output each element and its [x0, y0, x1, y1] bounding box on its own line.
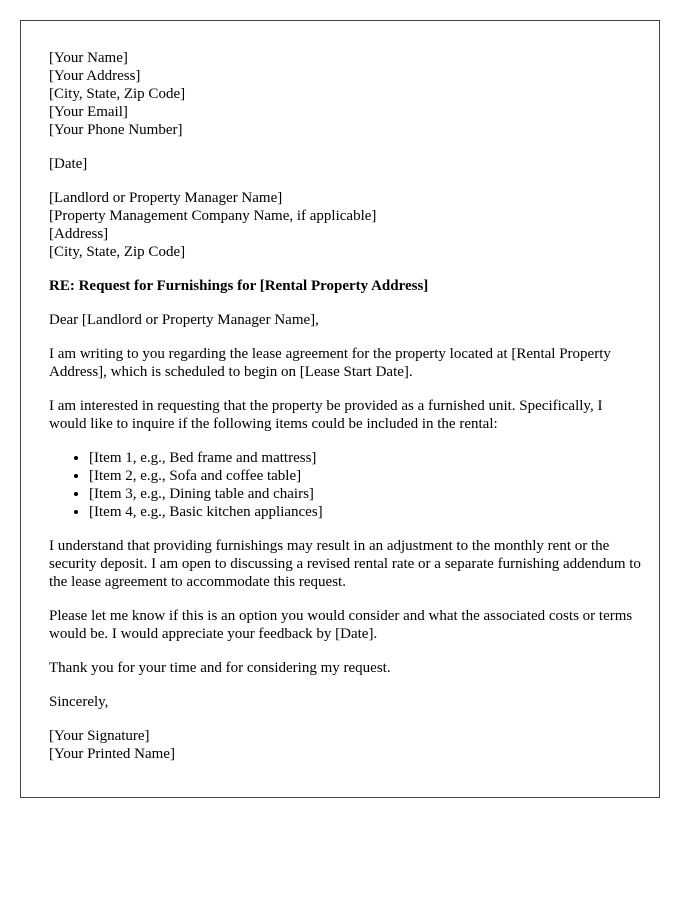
thanks-paragraph: Thank you for your time and for considering my request. — [49, 660, 391, 676]
recipient-address: [Address] — [49, 226, 109, 242]
sender-city-state-zip: [City, State, Zip Code] — [49, 86, 186, 102]
list-item: • [Item 2, e.g., Sofa and coffee table] — [89, 467, 641, 485]
letter-page — [20, 20, 660, 798]
furnishing-items-list — [49, 449, 641, 521]
date-block — [49, 155, 641, 173]
recipient-company: [Property Management Company Name, if applicable] — [49, 208, 377, 224]
recipient-name: [Landlord or Property Manager Name] — [49, 190, 283, 206]
adjustment-paragraph: I understand that providing furnishings may result in an adjustment to the monthly rent or the security deposit. I am open to discussing a revised rental rate or a separate furnishing addendum to the lease agreement to accommodate this request. — [49, 538, 641, 590]
sender-block — [49, 49, 641, 139]
sender-phone: [Your Phone Number] — [49, 122, 183, 138]
signature-line: [Your Signature] — [49, 728, 150, 744]
letter-date: [Date] — [49, 156, 88, 172]
letter-content — [49, 49, 641, 779]
signature-block — [49, 727, 641, 763]
followup-paragraph: Please let me know if this is an option you would consider and what the associated costs or terms would be. I would appreciate your feedback by [Date]. — [49, 608, 633, 642]
list-item: • [Item 3, e.g., Dining table and chairs] — [89, 485, 641, 503]
list-item: • [Item 1, e.g., Bed frame and mattress] — [89, 449, 641, 467]
sender-email: [Your Email] — [49, 104, 128, 120]
salutation: Dear [Landlord or Property Manager Name], — [49, 312, 319, 328]
sender-address: [Your Address] — [49, 68, 141, 84]
list-item: • [Item 4, e.g., Basic kitchen appliances] — [89, 503, 641, 521]
closing: Sincerely, — [49, 694, 109, 710]
subject-line: RE: Request for Furnishings for [Rental Property Address] — [49, 278, 429, 294]
request-paragraph: I am interested in requesting that the property be provided as a furnished unit. Specifically, I would like to inquire if the following items could be included in the rental: — [49, 398, 603, 432]
recipient-city-state-zip: [City, State, Zip Code] — [49, 244, 186, 260]
printed-name: [Your Printed Name] — [49, 746, 175, 762]
recipient-block — [49, 189, 641, 261]
intro-paragraph: I am writing to you regarding the lease agreement for the property located at [Rental Property Address], which is scheduled to begin on [Lease Start Date]. — [49, 346, 611, 380]
sender-name: [Your Name] — [49, 50, 128, 66]
